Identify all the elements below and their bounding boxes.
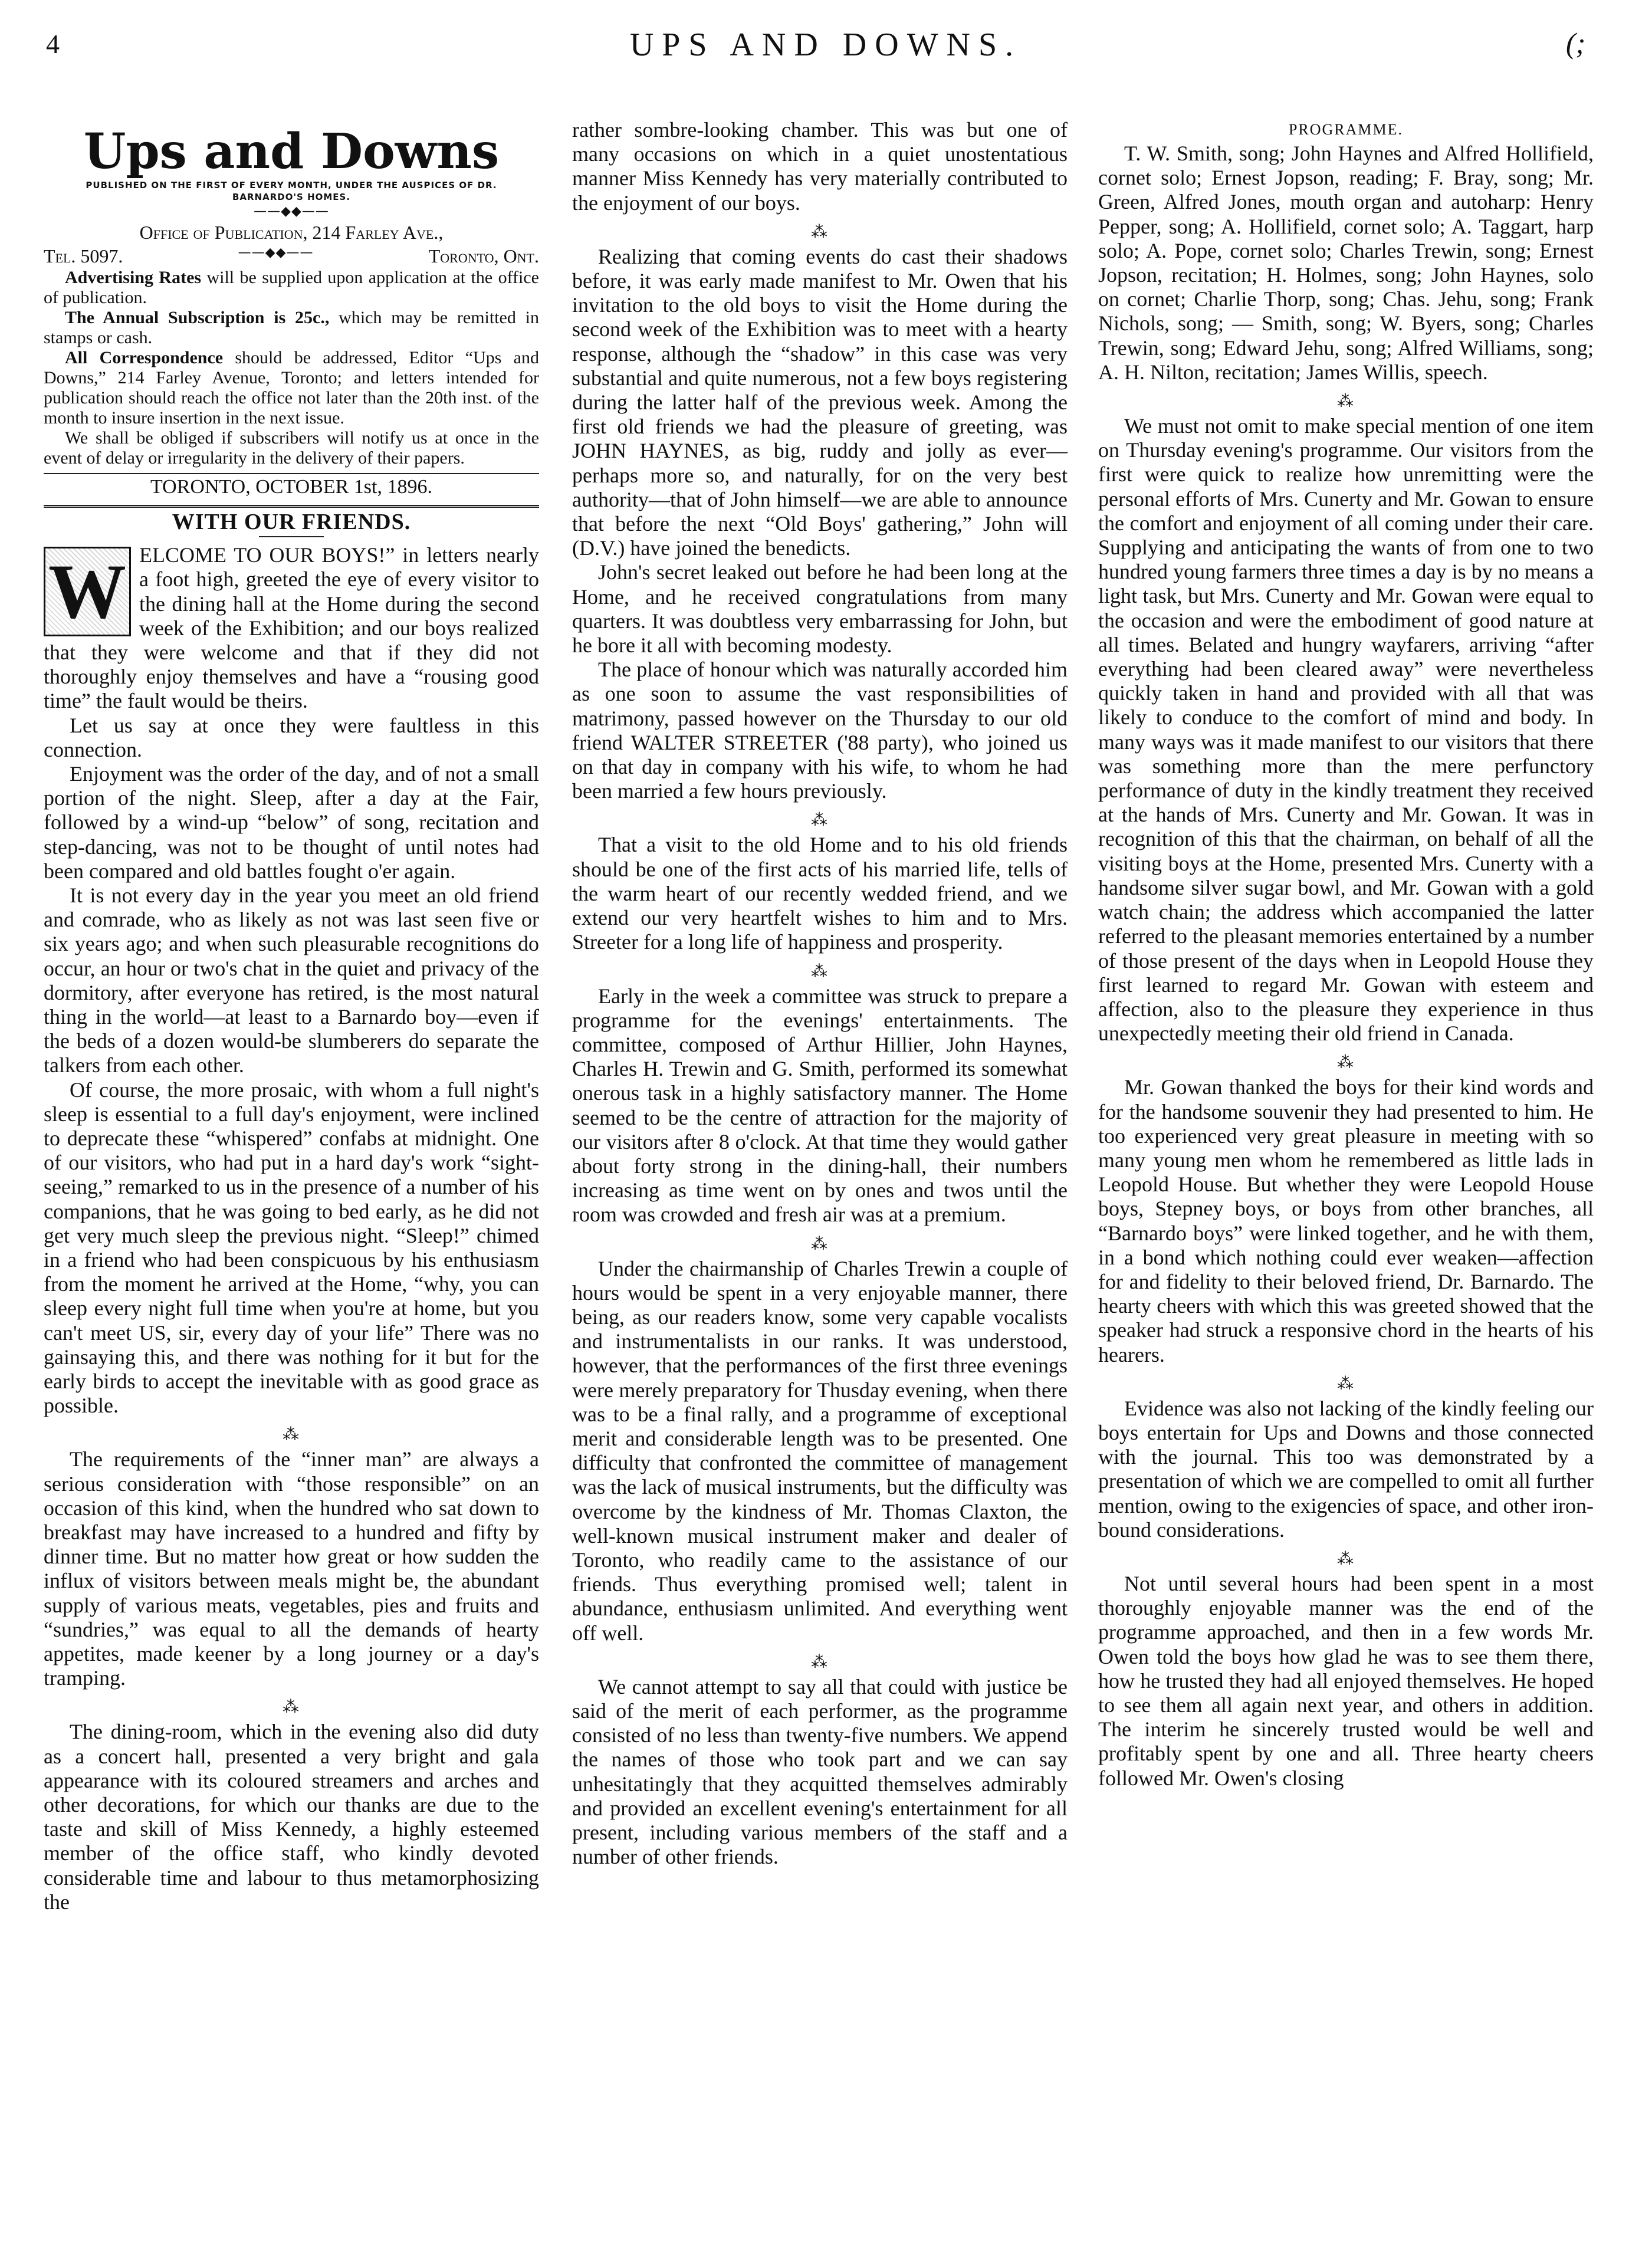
dropcap-letter: W [48, 548, 126, 635]
notice-advertising-bold: Advertising Rates [65, 268, 202, 288]
paragraph: John's secret leaked out before he had been long at the Home, and he received congratulations from many quarters. It was doubtless very embarrassing for John, but he bore it all with becoming modesty. [572, 560, 1068, 658]
paragraph: Under the chairmanship of Charles Trewin a couple of hours would be spent in a very enjoyable manner, there being, as our readers know, some very capable vocalists and instrumentalists in our ranks. It was understood, however, that the performances of the first three evenings were merely preparatory for Thusday evening, when there was to be a final rally, and a programme of exceptional merit and considerable length was to be presented. One difficulty that confronted the committee of management was the lack of musical instruments, but the difficulty was overcome by the kindness of Mr. Thomas Claxton, the well-known musical instrument maker and dealer of Toronto, who readily came to the assistance of our friends. Thus everything promised well; talent in abundance, enthusiasm unlimited. And everything went off well. [572, 1256, 1068, 1645]
ornamental-dropcap [44, 547, 131, 636]
column-2 [572, 118, 1068, 2218]
notice-subscription-bold: The Annual Subscription is 25c., [65, 308, 330, 328]
paragraph: The requirements of the “inner man” are always a serious consideration with “those responsible” on an occasion of this kind, when the hundred who sat down to breakfast may have increased to a hundred and fifty by dinner time. But no matter how great or how sudden the influx of visitors between meals might be, the abundant supply of various meats, vegetables, pies and fruits and “sundries,” was equal to all the demands of hearty appetites, made keener by a long journey or a day's tramping. [44, 1447, 539, 1690]
paragraph: Not until several hours had been spent in a most thoroughly enjoyable manner was the end of the programme approached, and then in a few words Mr. Owen told the boys how glad he was to see them there, how he trusted they had all enjoyed themselves. He hoped to see them all again next year, and others in addition. The interim he sincerely trusted would be well and profitably spent by one and all. Three hearty cheers followed Mr. Owen's closing [1098, 1571, 1594, 1790]
paragraph: rather sombre-looking chamber. This was but one of many occasions on which in a quiet unostentatious manner Miss Kennedy has very materially contributed to the enjoyment of our boys. [572, 118, 1068, 215]
programme-heading: PROGRAMME. [1288, 121, 1404, 138]
opening-paragraph-block [44, 543, 539, 713]
tel-city-row [44, 244, 539, 268]
asterism-divider: ⁂ [283, 1424, 300, 1444]
asterism-divider: ⁂ [811, 1651, 829, 1671]
paragraph: Mr. Gowan thanked the boys for their kind words and for the handsome souvenir they had presented to him. He too experienced very great pleasure in meeting with so many young men whom he remembered as little lads in Leopold House. But whether they were Leopold House boys, Stepney boys, or boys from other branches, all “Barnardo boys” were linked together, and he with them, in a bond which nothing could ever weaken—affection for and fidelity to their beloved friend, Dr. Barnardo. The hearty cheers with which this was greeted showed that the speaker had struck a responsive chord in the hearts of his hearers. [1098, 1075, 1594, 1366]
article-title: WITH OUR FRIENDS. [172, 510, 411, 535]
telephone-number: Tel. 5097. [44, 245, 123, 267]
ornament-divider: ——◆◆—— [254, 204, 329, 219]
notice-subscription-text: which may be remitted in stamps or cash. [44, 308, 540, 348]
notice-delay: We shall be obliged if subscribers will notify us at once in the event of delay or irregularity in the delivery of their papers. [44, 428, 539, 468]
paragraph: We cannot attempt to say all that could with justice be said of the merit of each performer, as the programme consisted of no less than twenty-five numbers. We append the names of those who took part and we can say unhesitatingly that they acquitted themselves admirably and provided an excellent evening's entertainment for all present, including various members of the staff and a number of other friends. [572, 1674, 1068, 1869]
notice-correspondence-text: should be addressed, Editor “Ups and Downs,” 214 Farley Avenue, Toronto; and letters intended for publication should reach the office not later than the 20th inst. of the month to insure insertion in the next issue. [44, 348, 539, 428]
paragraph: Realizing that coming events do cast their shadows before, it was early made manifest to Mr. Owen that his invitation to the old boys to visit the Home during the second week of the Exhibition was to meet with a hearty response, although the “shadow” in this case was very substantial and quite numerous, not a few boys registering during the latter half of the previous week. Among the first old friends we had the pleasure of greeting, was JOHN HAYNES, as big, ruddy and jolly as ever—perhaps more so, and naturally, for on the very best authority—that of John himself—we are able to announce that before the next “Old Boys' gathering,” John will (D.V.) have joined the benedicts. [572, 244, 1068, 560]
masthead-title: Ups and Downs [83, 123, 500, 180]
paragraph: Enjoyment was the order of the day, and of not a small portion of the night. Sleep, after a day at the Fair, followed by a wind-up “below” of song, recitation and step-dancing, was not to be thought of until notes had been compared and old battles fought o'er again. [44, 761, 539, 883]
notice-correspondence-bold: All Correspondence [65, 348, 224, 368]
paragraph: The dining-room, which in the evening also did duty as a concert hall, presented a very bright and gala appearance with its coloured streamers and arches and other decorations, for which our thanks are due to the taste and skill of Miss Kennedy, a highly esteemed member of the office staff, who kindly devoted considerable time and labour to thus metamorphosizing the [44, 1720, 539, 1914]
notice-advertising [44, 268, 539, 308]
paragraph: ELCOME TO OUR BOYS!” in letters nearly a foot high, greeted the eye of every visitor to the dining hall at the Home during the second week of the Exhibition; and our boys realized that they were welcome and that if they did not thoroughly enjoy themselves and have a “rousing good time” the fault would be theirs. [44, 543, 539, 713]
paragraph: Early in the week a committee was struck to prepare a programme for the evenings' entertainments. The committee, composed of Arthur Hillier, John Haynes, Charles H. Trewin and G. Smith, performed its somewhat onerous task in a highly satisfactory manner. The Home seemed to be the centre of attraction for the majority of our visitors after 8 o'clock. At that time they would gather about forty strong in the dining-hall, their numbers increasing as time went on by ones and twos until the room was crowded and fresh air was at a premium. [572, 984, 1068, 1227]
paragraph: Of course, the more prosaic, with whom a full night's sleep is essential to a full day's enjoyment, were inclined to deprecate these “whispered” confabs at midnight. One of our visitors, who had put in a hard day's work “sight-seeing,” remarked to us in the presence of a number of his companions, that he was going to bed early, as he did not get very much sleep the previous night. “Sleep!” chimed in a friend who had been conspicuous by his enthusiasm from the moment he arrived at the Home, “why, you can sleep every night full time when you're at home, but you can't meet US, sir, every day of your life” There was no gainsaying this, and there was nothing for it but for the early birds to accept the inevitable with as good grace as possible. [44, 1077, 539, 1418]
paragraph: We must not omit to make special mention of one item on Thursday evening's programme. Our visitors from the first were quick to realize how unremitting were the personal efforts of Mrs. Cunerty and Mr. Gowan to ensure the comfort and enjoyment of all coming under their care. Supplying and anticipating the wants of from one to two hundred young farmers three times a day is by no means a light task, but Mrs. Cunerty and Mr. Gowan were equal to the occasion and were the embodiment of good nature at all times. Belated and hungry wayfarers, arriving “after everything had been cleared away” were nevertheless quickly taken in hand and provided with all that was likely to conduce to the comfort of mind and body. In many ways was it made manifest to our visitors that there was something more than the mere perfunctory performance of duty in the kindly treatment they received at the hands of Mrs. Cunerty and Mr. Gowan. It was in recognition of this that the chairman, on behalf of all the visiting boys at the Home, presented Mrs. Cunerty with a handsome silver sugar bowl, and Mr. Gowan with a gold watch chain; the address which accompanied the latter referred to the pleasant memories entertained by a number of those present of the days when in Leopold House they first learned to regard Mr. Gowan with esteem and affection, also to the pleasure they experience in thus unexpectedly meeting their old friend in Canada. [1098, 414, 1594, 1046]
office-of-publication: Office of Publication, 214 Farley Ave., [139, 222, 444, 244]
asterism-divider: ⁂ [1337, 391, 1355, 411]
notice-subscription [44, 308, 539, 348]
corner-mark: (; [1566, 27, 1586, 60]
asterism-divider: ⁂ [811, 1233, 829, 1253]
masthead-subtitle-1: PUBLISHED ON THE FIRST OF EVERY MONTH, UNDER THE AUSPICES OF DR. [86, 180, 497, 191]
notice-correspondence [44, 348, 539, 428]
asterism-divider: ⁂ [811, 961, 829, 981]
paragraph: Let us say at once they were faultless in this connection. [44, 713, 539, 761]
running-head: UPS AND DOWNS. [629, 27, 1022, 63]
title-rule [259, 536, 324, 537]
dateline: TORONTO, OCTOBER 1st, 1896. [150, 476, 432, 498]
paragraph: Evidence was also not lacking of the kindly feeling our boys entertain for Ups and Downs and those connected with the journal. This too was demonstrated by a presentation of which we are compelled to omit all further mention, owing to the exigencies of space, and other iron-bound considerations. [1098, 1396, 1594, 1542]
page-number: 4 [46, 29, 60, 59]
paragraph: That a visit to the old Home and to his old friends should be one of the first acts of his married life, tells of the warm heart of our recently wedded friend, and we extend our very heartfelt wishes to him and to Mrs. Streeter for a long life of happiness and prosperity. [572, 833, 1068, 954]
programme-list: T. W. Smith, song; John Haynes and Alfred Hollifield, cornet solo; Ernest Jopson, reading; F. Bray, song; Mr. Green, Alfred Jones, mouth organ and autoharp: Henry Pepper, song; A. Hollifield, cornet solo; A. Taggart, harp solo; A. Pope, cornet solo; Charles Trewin, song; Ernest Jopson, recitation; H. Holmes, song; John Haynes, solo on cornet; Charlie Thorp, song; Chas. Jehu, song; Frank Nichols, song; — Smith, song; W. Byers, song; Charles Trewin, song; Edward Jehu, song; Alfred Williams, song; A. H. Nilton, recitation; James Willis, speech. [1098, 142, 1594, 384]
asterism-divider: ⁂ [1337, 1373, 1355, 1393]
column-1 [44, 118, 539, 2218]
asterism-divider: ⁂ [811, 810, 829, 830]
column-3 [1098, 118, 1594, 2218]
asterism-divider: ⁂ [811, 221, 829, 241]
notice-advertising-text: will be supplied upon application at the office of publication. [44, 268, 539, 308]
city: Toronto, Ont. [428, 245, 539, 267]
asterism-divider: ⁂ [283, 1697, 300, 1717]
masthead-subtitle-2: BARNARDO'S HOMES. [232, 192, 351, 203]
ornament-divider-2: ——◆◆—— [238, 245, 314, 261]
paragraph: It is not every day in the year you meet an old friend and comrade, who as likely as not was last seen five or six years ago; and when such pleasurable recognitions do occur, an hour or two's chat in the quiet and privacy of the dormitory, after everyone has retired, is the most natural thing in the world—at least to a Barnardo boy—even if the beds of a dozen would-be slumberers do separate the talkers from each other. [44, 883, 539, 1077]
asterism-divider: ⁂ [1337, 1052, 1355, 1072]
paragraph: The place of honour which was naturally accorded him as one soon to assume the vast responsibilities of matrimony, passed however on the Thursday to our old friend WALTER STREETER ('88 party), who joined us on that day in company with his wife, to whom he had been married a few hours previously. [572, 658, 1068, 803]
asterism-divider: ⁂ [1337, 1548, 1355, 1568]
